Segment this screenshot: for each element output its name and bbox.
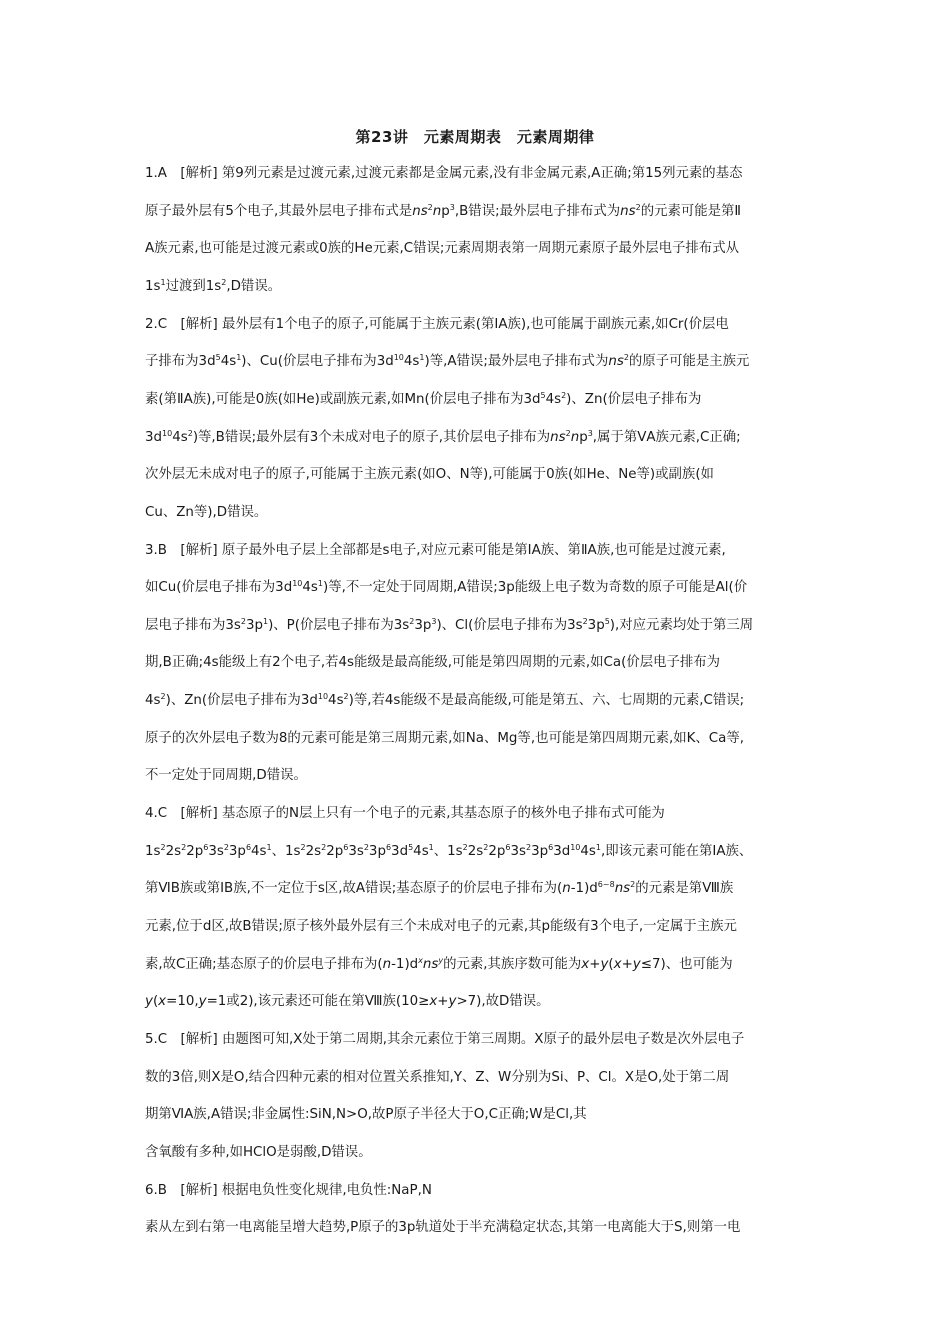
text-line: 次外层无未成对电子的原子,可能属于主族元素(如O、N等),可能属于0族(如He、Ne等)或副族(如 xyxy=(145,467,714,483)
text-line: 如Cu(价层电子排布为$3d^{10}4s^1$)等,不一定处于同周期,A错误;3p能级上电子数为奇数的原子可能是Al(价 xyxy=(145,579,748,596)
text-line: A族元素,也可能是过渡元素或0族的He元素,C错误;元素周期表第一周期元素原子最外层电子排布式从 xyxy=(145,241,739,257)
text-line: 含氧酸有多种,如HClO是弱酸,D错误。 xyxy=(145,1144,372,1160)
page-title: 第23讲 元素周期表 元素周期律 xyxy=(355,128,595,146)
text-line: Cu、Zn等),D错误。 xyxy=(145,504,268,520)
text-line: 数的3倍,则X是O,结合四种元素的相对位置关系推知,Y、Z、W分别为Si、P、Cl。X是O,处于第二周 xyxy=(145,1069,730,1085)
text-line: 素(第ⅡA族),可能是0族(如He)或副族元素,如Mn(价层电子排布为$3d^54s^2$)、Zn(价层电子排布为 xyxy=(145,390,702,407)
text-line: $1s^1$过渡到$1s^2,D$错误。 xyxy=(145,277,282,294)
text-line: $3d^{10}4s^2$)等,B错误;最外层有3个未成对电子的原子,其价层电子排布为$ns^2np^3$,属于第ⅤA族元素,C正确; xyxy=(145,428,741,445)
text-line: y(x=10,y=1或2),该元素还可能在第Ⅷ族(10≥x+y>7),故D错误。 xyxy=(145,994,550,1010)
text-line: $4s^2$)、Zn(价层电子排布为$3d^{10}4s^2$)等,若4s能级不是最高能级,可能是第五、六、七周期的元素,C错误; xyxy=(145,692,745,709)
text-line: 4.C [解析] 基态原子的N层上只有一个电子的元素,其基态原子的核外电子排布式可能为 xyxy=(145,806,665,822)
text-line: 素从左到右第一电离能呈增大趋势,P原子的3p轨道处于半充满稳定状态,其第一电离能大于S,则第一电 xyxy=(145,1220,741,1236)
text-line: $1s^22s^22p^63s^23p^64s^1$、$1s^22s^22p^63s^23p^63d^54s^1$、$1s^22s^22p^63s^23p^63d^{10}4s^1$,即该元素可能在第ⅠA族、 xyxy=(145,842,753,859)
text-line: 1.A [解析] 第9列元素是过渡元素,过渡元素都是金属元素,没有非金属元素,A正确;第15列元素的基态 xyxy=(145,166,743,181)
text-line: 层电子排布为$3s^23p^1$)、P(价层电子排布为$3s^23p^3$)、Cl(价层电子排布为$3s^23p^5$),对应元素均处于第三周 xyxy=(145,616,754,633)
text-line: 子排布为$3d^54s^1$)、Cu(价层电子排布为$3d^{10}4s^1$)等,A错误;最外层电子排布式为$ns^2$的原子可能是主族元 xyxy=(145,353,750,370)
text-line: 原子最外层有5个电子,其最外层电子排布式是$ns^2np^3,B$错误;最外层电子排布式为$ns^2$的元素可能是第Ⅱ xyxy=(145,202,742,219)
text-line: 3.B [解析] 原子最外电子层上全部都是s电子,对应元素可能是第ⅠA族、第ⅡA族,也可能是过渡元素, xyxy=(145,542,726,558)
text-line: 5.C [解析] 由题图可知,X处于第二周期,其余元素位于第三周期。X原子的最外层电子数是次外层电子 xyxy=(145,1031,745,1047)
text-line: 6.B [解析] 根据电负性变化规律,电负性:NaP,N xyxy=(145,1182,432,1198)
text-line: 原子的次外层电子数为8的元素可能是第三周期元素,如Na、Mg等,也可能是第四周期元素,如K、Ca等, xyxy=(145,730,744,746)
text-line: 素,故C正确;基态原子的价层电子排布为$(n-1)d^xns^y$的元素,其族序数可能为x+y(x+y≤7)、也可能为 xyxy=(145,955,733,972)
text-line: 期,B正确;4s能级上有2个电子,若4s能级是最高能级,可能是第四周期的元素,如Ca(价层电子排布为 xyxy=(145,655,721,671)
text-line: 元素,位于d区,故B错误;原子核外最外层有三个未成对电子的元素,其p能级有3个电子,一定属于主族元 xyxy=(145,919,737,934)
text-line: 期第ⅥA族,A错误;非金属性:SiN,N>O,故P原子半径大于O,C正确;W是Cl,其 xyxy=(145,1107,587,1123)
text-line: 第ⅥB族或第ⅠB族,不一定位于s区,故A错误;基态原子的价层电子排布为$(n-1)d^{6\sim 8}ns^2$的元素是第Ⅷ族 xyxy=(145,880,734,897)
text-line: 2.C [解析] 最外层有1个电子的原子,可能属于主族元素(第ⅠA族),也可能属于副族元素,如Cr(价层电 xyxy=(145,316,729,332)
text-line: 不一定处于同周期,D错误。 xyxy=(145,768,307,784)
